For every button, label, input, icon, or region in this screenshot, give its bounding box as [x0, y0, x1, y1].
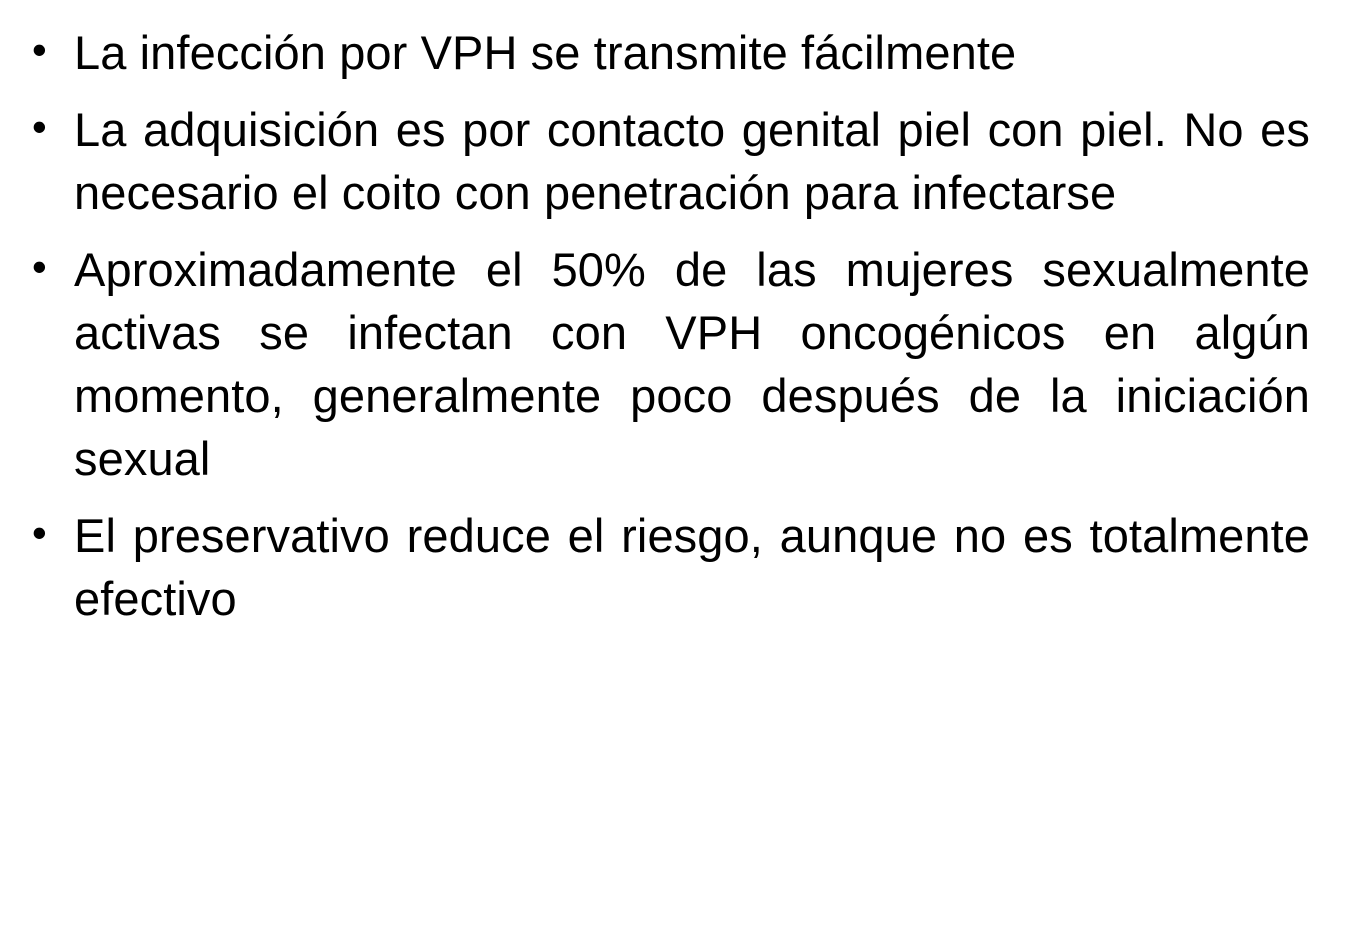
list-item — [18, 505, 1310, 631]
list-item — [18, 239, 1310, 491]
bullet-text: El preservativo reduce el riesgo, aunque no es totalmente efectivo — [74, 508, 1310, 625]
bullet-text: La infección por VPH se transmite fácilmente — [74, 26, 1017, 79]
bullet-text: La adquisición es por contacto genital piel con piel. No es necesario el coito con penetración para infectarse — [74, 102, 1310, 219]
bullet-text: Aproximadamente el 50% de las mujeres sexualmente activas se infectan con VPH oncogénicos en algún momento, generalmente poco después de la iniciación sexual — [74, 242, 1310, 485]
list-item — [18, 22, 1310, 85]
list-item — [18, 99, 1310, 225]
bullet-list — [18, 22, 1310, 631]
